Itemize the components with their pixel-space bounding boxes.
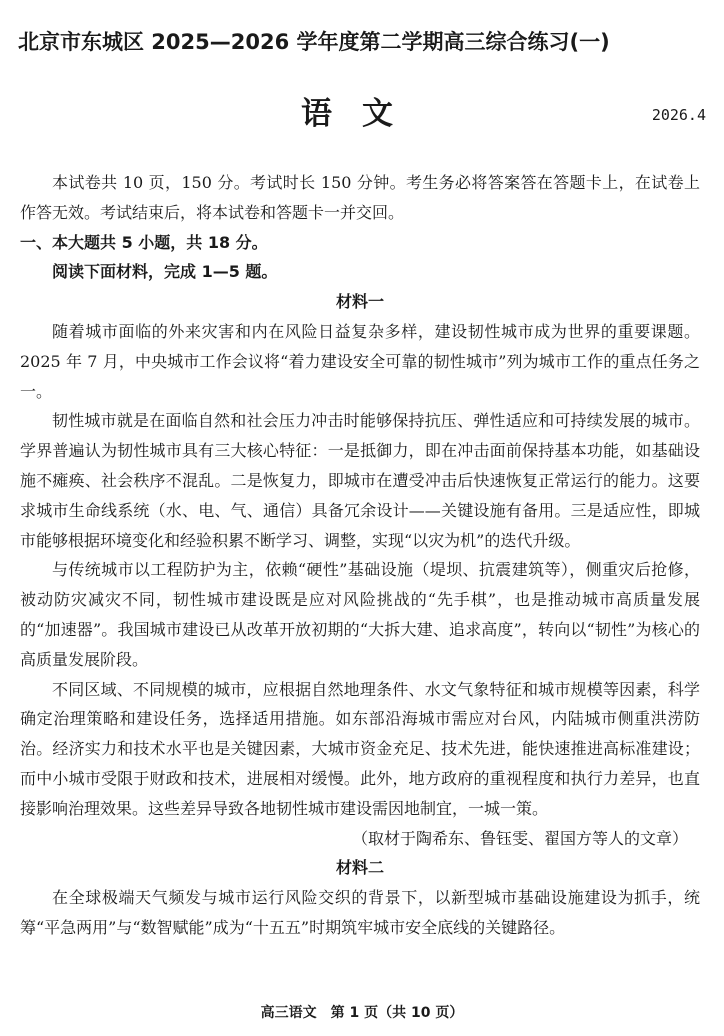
paragraph: 随着城市面临的外来灾害和内在风险日益复杂多样，建设韧性城市成为世界的重要课题。2025 年 7 月，中央城市工作会议将“着力建设安全可靠的韧性城市”列为城市工作的重点任务之一。 bbox=[20, 321, 700, 401]
exam-title: 北京市东城区 2025—2026 学年度第二学期高三综合练习(一) bbox=[18, 30, 610, 54]
paragraph: 在全球极端天气频发与城市运行风险交织的背景下，以新型城市基础设施建设为抓手，统筹“平急两用”与“数智赋能”成为“十五五”时期筑牢城市安全底线的关键路径。 bbox=[20, 888, 700, 937]
paragraph: 不同区域、不同规模的城市，应根据自然地理条件、水文气象特征和城市规模等因素，科学确定治理策略和建设任务，选择适用措施。如东部沿海城市需应对台风，内陆城市侧重洪涝防治。经济实力和技术水平也是关键因素，大城市资金充足、技术先进，能快速推进高标准建设；而中小城市受限于财政和技术，进展相对缓慢。此外，地方政府的重视程度和执行力差异，也直接影响治理效果。这些差异导致各地韧性城市建设需因地制宜，一城一策。 bbox=[20, 679, 700, 818]
reading-prompt: 阅读下面材料，完成 1—5 题。 bbox=[52, 262, 278, 282]
material-two-title: 材料二 bbox=[335, 858, 384, 878]
paragraph: 韧性城市就是在面临自然和社会压力冲击时能够保持抗压、弹性适应和可持续发展的城市。学界普遍认为韧性城市具有三大核心特征：一是抵御力，即在冲击面前保持基本功能，如基础设施不瘫痪、社会秩序不混乱。二是恢复力，即城市在遭受冲击后快速恢复正常运行的能力。这要求城市生命线系统（水、电、气、通信）具备冗余设计——关键设施有备用。三是适应性，即城市能够根据环境变化和经验积累不断学习、调整，实现“以灾为机”的迭代升级。 bbox=[20, 411, 700, 550]
exam-date: 2026.4 bbox=[651, 106, 706, 124]
body-text bbox=[20, 168, 700, 943]
section-heading: 一、本大题共 5 小题，共 18 分。 bbox=[20, 232, 268, 252]
page-footer: 高三语文 第 1 页（共 10 页） bbox=[260, 1005, 464, 1021]
paragraph: 与传统城市以工程防护为主，依赖“硬性”基础设施（堤坝、抗震建筑等），侧重灾后抢修，被动防灾减灾不同，韧性城市建设既是应对风险挑战的“先手棋”，也是推动城市高质量发展的“加速器”。我国城市建设已从改革开放初期的“大拆大建、追求高度”，转向以“韧性”为核心的高质量发展阶段。 bbox=[20, 560, 700, 669]
material-one-title: 材料一 bbox=[335, 292, 384, 312]
subject-title: 语文 bbox=[301, 96, 423, 132]
instructions-paragraph: 本试卷共 10 页，150 分。考试时长 150 分钟。考生务必将答案答在答题卡上，在试卷上作答无效。考试结束后，将本试卷和答题卡一并交回。 bbox=[20, 173, 700, 222]
source-citation: （取材于陶希东、鲁钰雯、翟国方等人的文章） bbox=[351, 828, 688, 848]
